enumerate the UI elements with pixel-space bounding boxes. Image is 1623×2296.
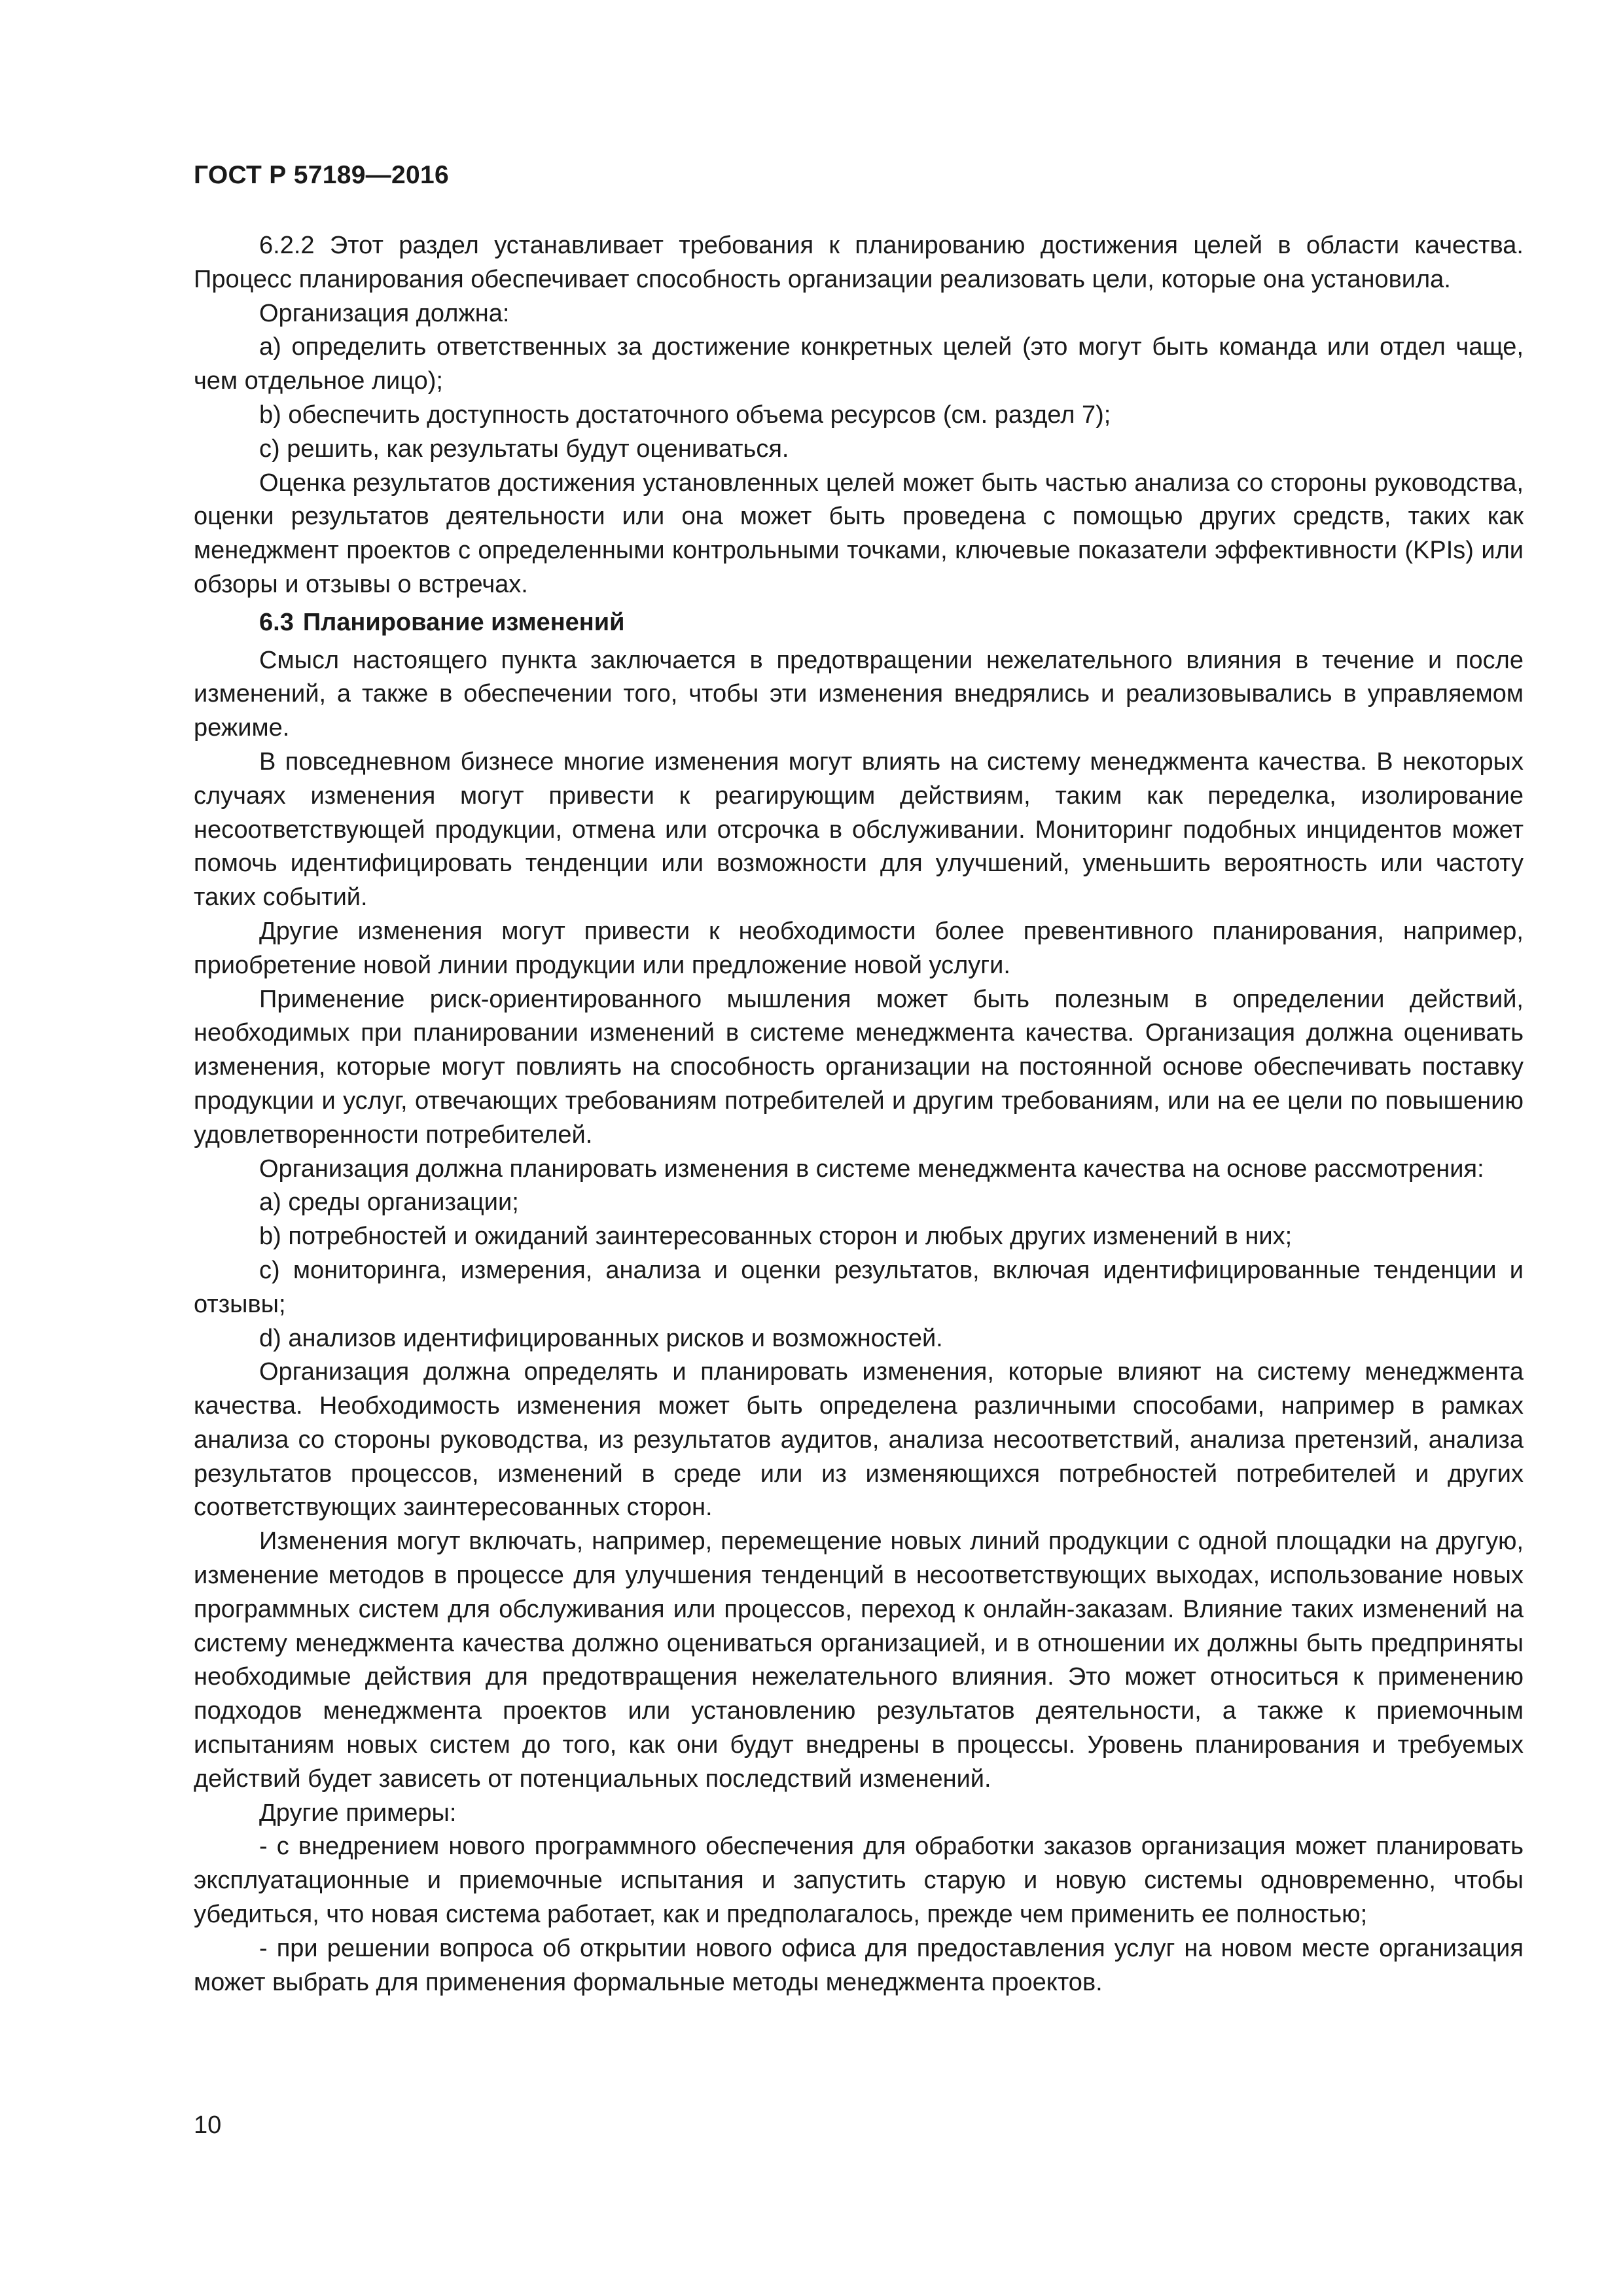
list-item: d) анализов идентифицированных рисков и возможностей. <box>259 1324 943 1352</box>
paragraph: Организация должна: <box>259 299 510 327</box>
paragraph: Другие примеры: <box>259 1799 457 1827</box>
section-heading <box>194 606 1524 640</box>
list-item: c) мониторинга, измерения, анализа и оценки результатов, включая идентифицированные тенденции и отзывы; <box>194 1256 1524 1318</box>
paragraph: Организация должна определять и планировать изменения, которые влияют на систему менеджмента качества. Необходимость изменения может быть определена различными способами, например в рамках анализа со стороны руководства, из результатов аудитов, анализа несоответствий, анализа претензий, анализа результатов процессов, изменений в среде или из изменяющихся потребностей потребителей и других соответствующих заинтересованных сторон. <box>194 1358 1524 1522</box>
list-item: b) обеспечить доступность достаточного объема ресурсов (см. раздел 7); <box>259 401 1111 429</box>
list-item: a) определить ответственных за достижение конкретных целей (это могут быть команда или отдел чаще, чем отдельное лицо); <box>194 333 1524 395</box>
paragraph: Оценка результатов достижения установленных целей может быть частью анализа со стороны руководства, оценки результатов деятельности или она может быть проведена с помощью других средств, таких как менеджмент проектов с определенными контрольными точками, ключевые показатели эффективности (KPIs) или обзоры и отзывы о встречах. <box>194 469 1524 598</box>
list-item: a) среды организации; <box>259 1189 519 1217</box>
list-item: - с внедрением нового программного обеспечения для обработки заказов организация может планировать эксплуатационные и приемочные испытания и запустить старую и новую системы одновременно, чтобы убедиться, что новая система работает, как и предполагалось, прежде чем применить ее полностью; <box>194 1833 1524 1929</box>
paragraph: Организация должна планировать изменения в системе менеджмента качества на основе рассмотрения: <box>259 1155 1484 1183</box>
section-title: Планирование изменений <box>302 608 625 636</box>
list-item: - при решении вопроса об открытии нового офиса для предоставления услуг на новом месте организация может выбрать для применения формальные методы менеджмента проектов. <box>194 1934 1524 1996</box>
list-item: b) потребностей и ожиданий заинтересованных сторон и любых других изменений в них; <box>259 1223 1293 1251</box>
paragraph: Смысл настоящего пункта заключается в предотвращении нежелательного влияния в течение и после изменений, а также в обеспечении того, чтобы эти изменения внедрялись и реализовывались в управляемом режиме. <box>194 646 1524 742</box>
page-number: 10 <box>194 2111 222 2139</box>
paragraph: Применение риск-ориентированного мышления может быть полезным в определении действий, необходимых при планировании изменений в системе менеджмента качества. Организация должна оценивать изменения, которые могут повлиять на способность организации на постоянной основе обеспечивать поставку продукции и услуг, отвечающих требованиям потребителей и другим требованиям, или на ее цели по повышению удовлетворенности потребителей. <box>194 985 1524 1149</box>
paragraph: Изменения могут включать, например, перемещение новых линий продукции с одной площадки на другую, изменение методов в процессе для улучшения тенденций в несоответствующих выходах, использование новых программных систем для обслуживания или процессов, переход к онлайн-заказам. Влияние таких изменений на систему менеджмента качества должно оцениваться организацией, и в отношении их должны быть предприняты необходимые действия для предотвращения нежелательного влияния. Это может относиться к применению подходов менеджмента проектов или установлению результатов деятельности, а также к приемочным испытаниям новых систем до того, как они будут внедрены в процессы. Уровень планирования и требуемых действий будет зависеть от потенциальных последствий изменений. <box>194 1528 1524 1793</box>
paragraph: В повседневном бизнесе многие изменения могут влиять на систему менеджмента качества. В некоторых случаях изменения могут привести к реагирующим действиям, таким как переделка, изолирование несоответствующей продукции, отмена или отсрочка в обслуживании. Мониторинг подобных инцидентов может помочь идентифицировать тенденции или возможности для улучшений, уменьшить вероятность или частоту таких событий. <box>194 747 1524 912</box>
document-header: ГОСТ Р 57189—2016 <box>194 161 449 189</box>
section-number: 6.3 <box>259 608 294 636</box>
list-item: c) решить, как результаты будут оцениваться. <box>259 435 789 463</box>
document-body <box>194 229 1524 2000</box>
paragraph: 6.2.2 Этот раздел устанавливает требования к планированию достижения целей в области качества. Процесс планирования обеспечивает способность организации реализовать цели, которые она установила. <box>194 232 1524 293</box>
paragraph: Другие изменения могут привести к необходимости более превентивного планирования, например, приобретение новой линии продукции или предложение новой услуги. <box>194 917 1524 979</box>
